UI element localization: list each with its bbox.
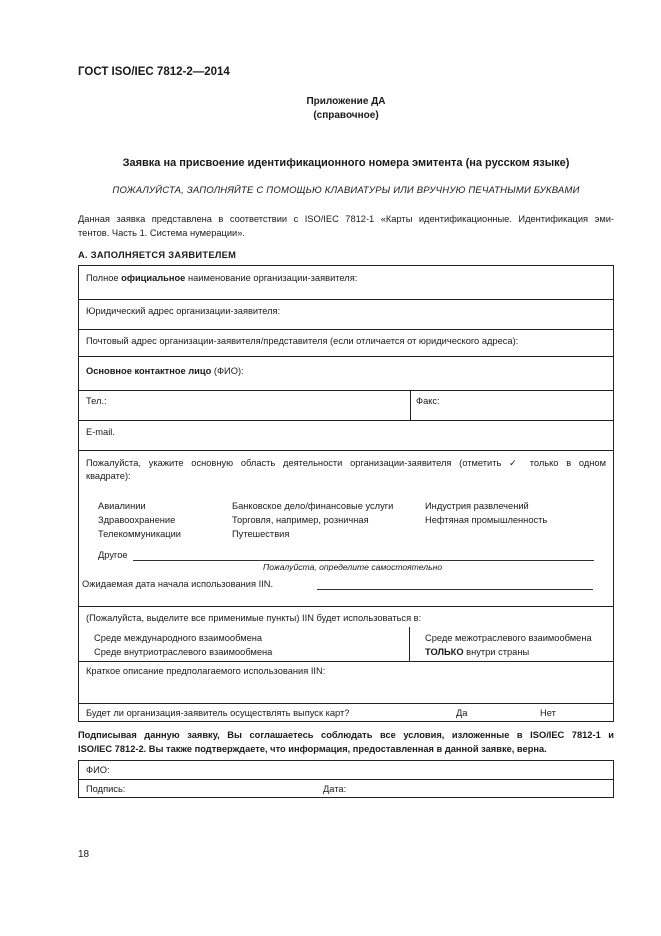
usage-row [79, 606, 613, 661]
signature-date-row [79, 779, 613, 798]
signature-statement [78, 728, 614, 756]
usage-domestic-bold: ТОЛЬКО [425, 647, 464, 657]
signature-table [78, 760, 614, 798]
signature-label[interactable]: Подпись: [86, 784, 126, 794]
usage-intra-industry[interactable]: Среде внутриотраслевого взаимообмена [94, 647, 273, 657]
signature-name-label[interactable]: ФИО: [86, 765, 110, 775]
official-name-field[interactable] [86, 273, 357, 283]
legal-address-label: Юридический адрес организации-заявителя: [86, 306, 281, 316]
phone-fax-divider [410, 391, 411, 421]
brief-description-label: Краткое описание предполагаемого использования IIN: [86, 666, 326, 676]
contact-person-label [86, 366, 244, 376]
annex-heading [78, 95, 614, 123]
section-a-heading: А. ЗАПОЛНЯЕТСЯ ЗАЯВИТЕЛЕМ [78, 250, 237, 260]
contact-person-row[interactable] [79, 356, 613, 390]
activity-other-label: Другое [98, 550, 128, 560]
usage-inter-industry[interactable]: Среде межотраслевого взаимообмена [425, 633, 592, 643]
activity-entertainment[interactable]: Индустрия развлечений [425, 501, 529, 511]
page-number: 18 [78, 849, 90, 860]
fax-label[interactable]: Факс: [416, 396, 440, 406]
signature-statement-line-1: Подписывая данную заявку, Вы соглашаетесь соблюдать все условия, изложенные в ISO/IEC 7812-1 и [78, 730, 614, 740]
usage-domestic-post: внутри страны [463, 647, 530, 657]
activity-telecom[interactable]: Телекоммуникации [98, 529, 181, 539]
email-label: E-mail. [86, 427, 115, 437]
form-title: Заявка на присвоение идентификационного номера эмитента (на русском языке) [122, 157, 570, 169]
official-name-post: наименование организации-заявителя: [185, 273, 358, 283]
form-subtitle: ПОЖАЛУЙСТА, ЗАПОЛНЯЙТЕ С ПОМОЩЬЮ КЛАВИАТУРЫ ИЛИ ВРУЧНУЮ ПЕЧАТНЫМИ БУКВАМИ [112, 185, 580, 196]
activity-retail[interactable]: Торговля, например, розничная [232, 515, 369, 525]
annex-title: Приложение ДА [306, 96, 386, 107]
postal-address-row[interactable] [79, 329, 613, 356]
contact-person-post: (ФИО): [211, 366, 244, 376]
activity-other-line[interactable] [133, 560, 594, 561]
postal-address-label: Почтовый адрес организации-заявителя/представителя (если отличается от юридического адреса): [86, 336, 519, 346]
usage-question: (Пожалуйста, выделите все применимые пункты) IIN будет использоваться в: [86, 613, 422, 623]
expected-date-line[interactable] [317, 589, 593, 590]
activity-other-hint: Пожалуйста, определите самостоятельно [263, 562, 443, 572]
card-issue-question: Будет ли организация-заявитель осуществлять выпуск карт? [86, 708, 350, 718]
activity-question [86, 457, 606, 483]
activity-airlines[interactable]: Авиалинии [98, 501, 146, 511]
signature-date-label[interactable]: Дата: [323, 784, 347, 794]
usage-domestic-only[interactable] [425, 647, 529, 657]
email-row[interactable] [79, 420, 613, 450]
expected-date-label: Ожидаемая дата начала использования IIN. [82, 579, 274, 589]
card-issue-no[interactable]: Нет [540, 708, 556, 718]
intro-line-1: Данная заявка представлена в соответствии с ISO/IEC 7812-1 «Карты идентификационные. Идентификация эми- [78, 214, 614, 224]
usage-international[interactable]: Среде международного взаимообмена [94, 633, 263, 643]
activity-healthcare[interactable]: Здравоохранение [98, 515, 176, 525]
intro-line-2: тентов. Часть 1. Система нумерации». [78, 228, 245, 238]
activity-banking[interactable]: Банковское дело/финансовые услуги [232, 501, 394, 511]
phone-fax-row [79, 390, 613, 420]
official-name-bold: официальное [121, 273, 186, 283]
annex-type: (справочное) [313, 110, 379, 121]
signature-statement-line-2: ISO/IEC 7812-2. Вы также подтверждаете, что информация, предоставленная в данной заявке, верна. [78, 744, 547, 754]
legal-address-row[interactable] [79, 299, 613, 329]
contact-person-bold: Основное контактное лицо [86, 366, 212, 376]
activity-question-line-2: квадрате): [86, 471, 131, 481]
activity-oil[interactable]: Нефтяная промышленность [425, 515, 548, 525]
brief-description-row[interactable] [79, 661, 613, 703]
card-issue-yes[interactable]: Да [456, 708, 468, 718]
activity-travel[interactable]: Путешествия [232, 529, 290, 539]
card-issue-row [79, 703, 613, 723]
phone-label[interactable]: Тел.: [86, 396, 107, 406]
intro-text [78, 212, 614, 240]
official-name-pre: Полное [86, 273, 122, 283]
applicant-form-table [78, 265, 614, 722]
standard-code: ГОСТ ISO/IEC 7812-2—2014 [78, 66, 230, 78]
activity-question-line-1: Пожалуйста, укажите основную область деятельности организации-заявителя (отметить ✓ только в одном [86, 458, 606, 468]
usage-divider [409, 627, 410, 662]
activity-row [79, 450, 613, 606]
